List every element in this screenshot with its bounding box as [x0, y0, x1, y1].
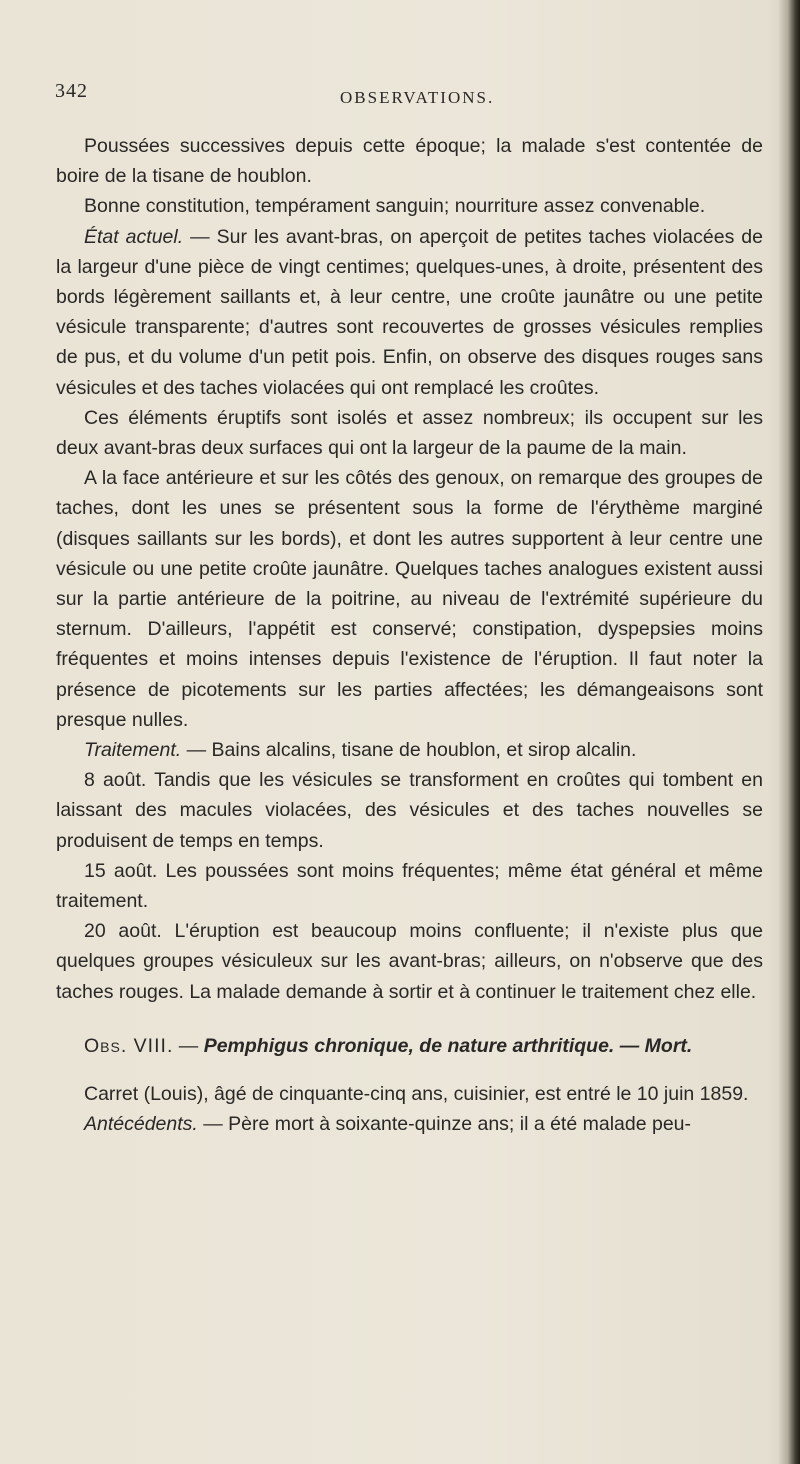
paragraph-lead: Antécédents. [84, 1113, 198, 1136]
paragraph-text: Poussées successives depuis cette époque; la malade s'est contentée de boire de la tisane de houblon. [56, 135, 763, 188]
body-text [56, 131, 763, 1140]
paragraph [56, 1079, 763, 1109]
paragraph [56, 403, 763, 463]
page-header [0, 80, 800, 110]
paragraph [56, 856, 763, 916]
observation-heading: Obs. VIII. — Pemphigus chronique, de nature arthritique. — Mort. [84, 1034, 693, 1057]
paragraph-text: Bonne constitution, tempérament sanguin; nourriture assez convenable. [84, 195, 706, 218]
paragraph-text: — Père mort à soixante-quinze ans; il a été malade peu- [197, 1113, 692, 1136]
paragraph-text: — Sur les avant-bras, on aperçoit de petites taches violacées de la largeur d'une pièce de vingt centimes; quelques-unes, à droite, présentent des bords légèrement saillants et, à leur centre, une croûte jaunâtre ou une petite vésicule transparente; d'autres sont recouvertes de grosses vésicules remplies de pus, et du volume d'un petit pois. Enfin, on observe des disques rouges sans vésicules et des taches violacées qui ont remplacé les croûtes. [56, 225, 764, 399]
paragraph-text: 8 août. Tandis que les vésicules se transforment en croûtes qui tombent en laissant des macules violacées, des vésicules et des taches nouvelles se produisent de temps en temps. [56, 769, 763, 852]
paragraph-lead: État actuel. [84, 225, 184, 248]
paragraph-text: A la face antérieure et sur les côtés des genoux, on remarque des groupes de taches, dont les unes se présentent sous la forme de l'érythème marginé (disques saillants sur les bords), et dont les autres supportent à leur centre une vésicule ou une petite croûte jaunâtre. Quelques taches analogues existent aussi sur la partie antérieure de la poitrine, au niveau de l'extrémité supérieure du sternum. D'ailleurs, l'appétit est conservé; constipation, dyspepsies moins fréquentes et moins intenses depuis l'existence de l'éruption. Il faut noter la présence de picotements sur les parties affectées; les démangeaisons sont presque nulles. [56, 467, 763, 731]
paragraph [56, 463, 763, 735]
paragraph [56, 1109, 763, 1139]
paragraph-text: 15 août. Les poussées sont moins fréquentes; même état général et même traitement. [56, 859, 763, 913]
page-number: 342 [55, 80, 88, 102]
paragraph-text: — Bains alcalins, tisane de houblon, et sirop alcalin. [181, 739, 637, 762]
paragraph [56, 222, 763, 403]
paragraph-text: Carret (Louis), âgé de cinquante-cinq ans, cuisinier, est entré le 10 juin 1859. [84, 1083, 749, 1106]
paragraph-text: 20 août. L'éruption est beaucoup moins confluente; il n'existe plus que quelques groupes vésiculeux sur les avant-bras; ailleurs, on n'observe que des taches rouges. La malade demande à sortir et à continuer le traitement chez elle. [56, 920, 763, 1003]
paragraph [56, 916, 763, 1007]
observation-label: Obs. VIII. [84, 1034, 174, 1057]
paragraph-text: Ces éléments éruptifs sont isolés et assez nombreux; ils occupent sur les deux avant-bras deux surfaces qui ont la largeur de la paume de la main. [56, 406, 763, 460]
observation-title: Pemphigus chronique, de nature arthritique. — Mort. [203, 1034, 693, 1057]
paragraph [56, 735, 763, 765]
book-binding-edge [778, 0, 800, 1464]
paragraph-lead: Traitement. [84, 739, 182, 762]
paragraph [56, 131, 763, 191]
paragraph [56, 191, 763, 221]
paragraph [56, 765, 763, 856]
running-title: OBSERVATIONS. [340, 88, 495, 107]
